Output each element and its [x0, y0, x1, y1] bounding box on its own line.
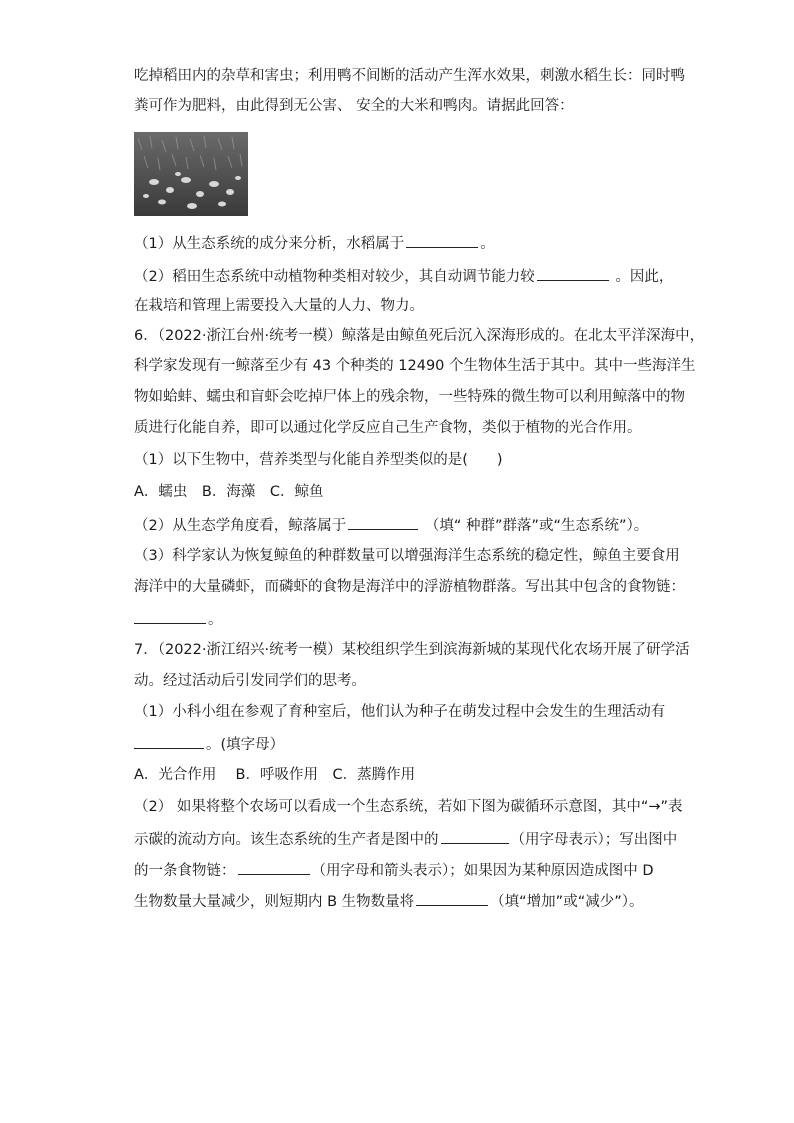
q7-part1-end: 。(填字母） — [206, 737, 285, 753]
q5-part2-line2: 在栽培和管理上需要投入大量的人力、物力。 — [134, 298, 424, 314]
q6-stem-4: 质进行化能自养，即可以通过化学反应自己生产食物，类似于植物的光合作用。 — [134, 420, 642, 436]
q6-part1-options: A．蠕虫 B．海藻 C．鲸鱼 — [134, 484, 324, 500]
q7-part2-line3-text: 的一条食物链： — [134, 863, 236, 879]
q5-part1-text: （1）从生态系统的成分来分析，水稻属于 — [134, 236, 405, 252]
q7-part2-line4-text: 生物数量大量减少，则短期内 B 生物数量将 — [134, 894, 415, 910]
q6-stem-3: 物如蛤蚌、蠕虫和盲虾会吃掉尸体上的残余物，一些特殊的微生物可以利用鲸落中的物 — [134, 389, 685, 405]
q6-part3-end: 。 — [208, 612, 223, 628]
q6-part3-line2: 海洋中的大量磷虾，而磷虾的食物是海洋中的浮游植物群落。写出其中包含的食物链： — [134, 579, 685, 595]
q7-part1-options: A．光合作用 B．呼吸作用 C．蒸腾作用 — [134, 767, 416, 783]
rice-duck-field-photo — [134, 132, 248, 216]
q6-part2 — [134, 514, 664, 536]
rice-duck-field-image — [134, 132, 248, 216]
q6-stem-1: 6．（2022·浙江台州·统考一模）鲸落是由鲸鱼死后沉入深海形成的。在北太平洋深海中， — [134, 328, 705, 344]
q5-part2-end: 。因此， — [610, 269, 674, 285]
q7-part2-line2-text: 示碳的流动方向。该生态系统的生产者是图中的 — [134, 832, 439, 848]
q7-part2-line3 — [134, 859, 664, 881]
q7-part1-blank[interactable] — [134, 733, 204, 749]
q5-part1 — [134, 232, 664, 254]
q7-part2-line2 — [134, 828, 678, 850]
q6-part2-text: （2）从生态学角度看，鲸落属于 — [134, 518, 347, 534]
q5-part2-blank[interactable] — [537, 265, 609, 281]
q7-part2-line4-end: （填“增加”或“减少”）。 — [490, 894, 644, 910]
q6-part1: （1）以下生物中，营养类型与化能自养型类似的是( ) — [134, 452, 503, 468]
q5-part2 — [134, 265, 674, 287]
q6-part2-end: （填“ 种群”群落”或“生态系统”）。 — [420, 518, 649, 534]
q7-part1-line1: （1）小科小组在参观了育种室后，他们认为种子在萌发过程中会发生的生理活动有 — [134, 704, 666, 720]
q5-part1-blank[interactable] — [406, 232, 478, 248]
q7-food-chain-blank[interactable] — [238, 859, 310, 875]
intro-line-2: 粪可作为肥料，由此得到无公害、 安全的大米和鸭肉。请据此回答： — [134, 98, 574, 114]
q6-part3-blank[interactable] — [134, 608, 206, 624]
q7-part2-line1: （2） 如果将整个农场可以看成一个生态系统，若如下图为碳循环示意图，其中“→”表 — [134, 799, 683, 815]
q7-part2-line4 — [134, 890, 664, 912]
q7-b-change-blank[interactable] — [416, 890, 488, 906]
q6-stem-2: 科学家发现有一鲸落至少有 43 个种类的 12490 个生物体生活于其中。其中一些海洋生 — [134, 358, 696, 374]
q7-part2-line3-end: （用字母和箭头表示）；如果因为某种原因造成图中 D — [311, 863, 654, 879]
q7-stem-1: 7．（2022·浙江绍兴·统考一模）某校组织学生到滨海新城的某现代化农场开展了研学活 — [134, 642, 690, 658]
q6-part3-line3 — [134, 608, 664, 630]
q7-part1-line2 — [134, 733, 664, 755]
q7-part2-line2-end: （用字母表示）；写出图中 — [510, 832, 678, 848]
intro-line-1: 吃掉稻田内的杂草和害虫；利用鸭不间断的活动产生浑水效果，刺激水稻生长：同时鸭 — [134, 68, 685, 84]
q5-part2-text: （2）稻田生态系统中动植物种类相对较少，其自动调节能力较 — [134, 269, 535, 285]
q6-part3-line1: （3）科学家认为恢复鲸鱼的种群数量可以增强海洋生态系统的稳定性，鲸鱼主要食用 — [134, 548, 680, 564]
q6-part2-blank[interactable] — [348, 514, 418, 530]
q7-stem-2: 动。经过活动后引发同学们的思考。 — [134, 673, 366, 689]
q5-part1-end: 。 — [480, 236, 495, 252]
q7-producer-blank[interactable] — [441, 828, 509, 844]
